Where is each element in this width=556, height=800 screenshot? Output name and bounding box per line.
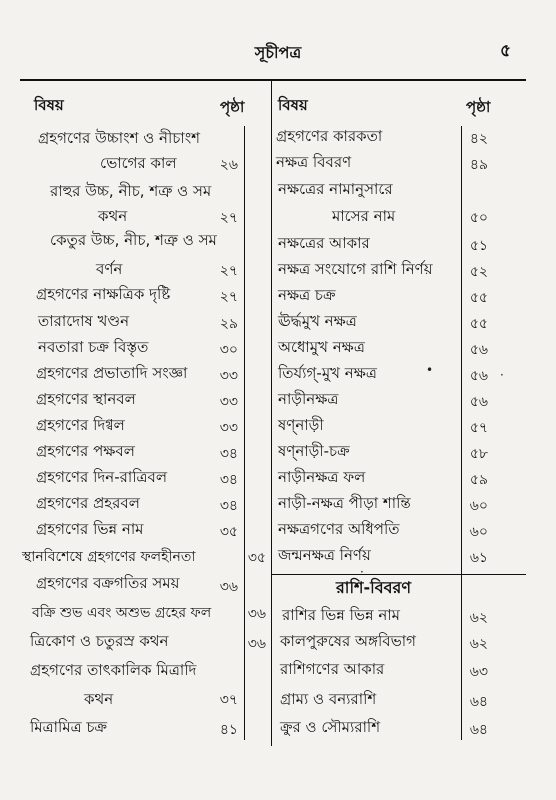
toc-page-number: ৬১ — [469, 550, 488, 566]
toc-entry: মিত্রামিত্র চক্র — [30, 718, 108, 736]
toc-page-number: ২৭ — [219, 263, 238, 279]
toc-entry: নক্ষত্র সংযোগে রাশি নির্ণয় — [278, 260, 433, 278]
toc-entry: গ্রহগণের বক্রগতির সময় — [36, 574, 180, 592]
print-speck: · — [360, 565, 364, 579]
toc-entry: নক্ষত্রগণের অধিপতি — [278, 520, 400, 538]
toc-page-number: ৩৭ — [219, 692, 238, 708]
toc-entry: ষণ্নাড়ী-চক্র — [278, 442, 350, 460]
toc-entry: গ্রহগণের নাক্ষত্রিক দৃষ্টি — [36, 285, 171, 303]
toc-entry: নাড়ী-নক্ষত্র পীড়া শান্তি — [278, 494, 411, 512]
center-divider — [271, 81, 272, 746]
toc-entry-continuation: ভোগের কাল — [100, 154, 177, 172]
right-column-subject-header: বিষয় — [278, 96, 308, 114]
page-header-title: সূচীপত্র — [254, 43, 302, 62]
left-column-subject-header: বিষয় — [34, 96, 64, 114]
toc-page-number: ৫৯ — [469, 472, 488, 488]
toc-page-number: ৩৬ — [219, 579, 238, 595]
toc-page-number: ২৭ — [219, 289, 238, 305]
toc-entry: নক্ষত্র বিবরণ — [276, 153, 352, 171]
toc-entry: তারাদোষ খণ্ডন — [38, 312, 130, 330]
toc-entry: গ্রহগণের উচ্চাংশ ও নীচাংশ — [38, 129, 201, 147]
toc-entry: নাড়ীনক্ষত্র ফল — [278, 468, 366, 486]
toc-page-number: ৬২ — [469, 610, 488, 626]
toc-entry-continuation: বর্ণন — [96, 260, 123, 278]
toc-page-number: ৩৪ — [219, 498, 238, 514]
toc-page-number: ৩৩ — [219, 420, 238, 436]
toc-entry: নবতারা চক্র বিস্তৃত — [38, 338, 149, 356]
toc-page-number: ৩০ — [219, 342, 238, 358]
print-speck: · — [500, 368, 504, 382]
toc-entry: গ্রহগণের প্রহরবল — [36, 494, 140, 512]
toc-entry: গ্রহগণের প্রভাতাদি সংজ্ঞা — [36, 364, 188, 382]
toc-page-number: ৪৯ — [469, 157, 488, 173]
toc-page-number: ৬৩ — [469, 664, 488, 680]
toc-entry: বক্রি শুভ এবং অশুভ গ্রহের ফল — [32, 605, 212, 621]
toc-page-number: ৫৬ — [469, 368, 488, 384]
toc-page-number: ২৭ — [219, 210, 238, 226]
toc-entry: নক্ষত্রের নামানুসারে — [278, 180, 393, 198]
toc-page-number: ৩৬ — [247, 606, 266, 622]
toc-page-number: ৬৪ — [469, 722, 488, 738]
toc-page-number: ৩৬ — [247, 636, 266, 652]
toc-entry: অধোমুখ নক্ষত্র — [278, 338, 365, 356]
toc-entry: রাহুর উচ্চ, নীচ, শত্রু ও সম — [50, 182, 212, 200]
toc-entry: ষণ্নাড়ী — [278, 416, 324, 434]
toc-page-number: ৬০ — [469, 524, 488, 540]
toc-entry-continuation: কথন — [84, 690, 114, 708]
toc-entry: ত্রিকোণ ও চতুরস্র কথন — [30, 632, 169, 650]
toc-page-number: ৪২ — [469, 131, 488, 147]
toc-entry: তির্য্যগ্-মুখ নক্ষত্র — [278, 364, 377, 382]
toc-page-number: ৫৭ — [469, 420, 488, 436]
right-column-page-divider — [461, 126, 462, 740]
toc-entry: গ্রহগণের দিগ্বল — [36, 416, 125, 434]
toc-page-number: ৫৬ — [469, 394, 488, 410]
toc-entry: কেতুর উচ্চ, নীচ, শত্রু ও সম — [50, 231, 217, 249]
toc-page-number: ৩৪ — [219, 472, 238, 488]
toc-page-number: ৬০ — [469, 498, 488, 514]
toc-page-number: ৫৫ — [469, 290, 488, 306]
section-heading: রাশি-বিবরণ — [336, 578, 411, 597]
toc-page-number: ৪১ — [219, 722, 238, 738]
toc-page-number: ৩৫ — [247, 550, 266, 566]
toc-entry: নাড়ীনক্ষত্র — [278, 390, 339, 408]
toc-entry: নক্ষত্র চক্র — [278, 286, 336, 304]
toc-page-number: ৫৮ — [469, 446, 488, 462]
toc-page-number: ৫১ — [469, 238, 488, 254]
toc-entry: গ্রাম্য ও বন্যরাশি — [280, 690, 377, 708]
toc-entry: ঊর্দ্ধমুখ নক্ষত্র — [278, 312, 357, 330]
toc-page-number: ৩৩ — [219, 394, 238, 410]
toc-entry: গ্রহগণের তাৎকালিক মিত্রাদি — [30, 661, 197, 679]
right-column-page-header: পৃষ্ঠা — [466, 98, 491, 116]
toc-page-number: ২৯ — [219, 316, 238, 332]
toc-page-number: ২৬ — [219, 157, 238, 173]
toc-entry: গ্রহগণের পক্ষবল — [36, 442, 135, 460]
toc-page-number: ৩৩ — [219, 368, 238, 384]
toc-entry: স্থানবিশেষে গ্রহগণের ফলহীনতা — [22, 549, 196, 565]
top-rule — [20, 79, 526, 81]
print-speck: • — [426, 363, 434, 377]
toc-page-number: ৫৫ — [469, 316, 488, 332]
toc-entry: জন্মনক্ষত্র নির্ণয় — [278, 546, 371, 564]
toc-page-number: ৫২ — [469, 264, 488, 280]
toc-entry: গ্রহগণের কারকতা — [276, 127, 383, 145]
toc-entry-continuation: কথন — [98, 207, 128, 225]
toc-entry: রাশিগণের আকার — [280, 660, 385, 678]
toc-entry: কালপুরুষের অঙ্গবিভাগ — [280, 632, 416, 650]
toc-entry: রাশির ভিন্ন ভিন্ন নাম — [282, 606, 401, 624]
toc-page-number: ৫৬ — [469, 342, 488, 358]
toc-entry: গ্রহগণের দিন-রাত্রিবল — [36, 468, 168, 486]
toc-page-number: ৩৪ — [219, 446, 238, 462]
toc-entry: নক্ষত্রের আকার — [278, 234, 370, 252]
toc-entry: গ্রহগণের ভিন্ন নাম — [36, 520, 144, 538]
toc-page-number: ৬৪ — [469, 694, 488, 710]
toc-entry: গ্রহগণের স্থানবল — [36, 390, 136, 408]
toc-page-number: ৩৫ — [219, 524, 238, 540]
toc-entry-continuation: মাসের নাম — [332, 207, 396, 225]
left-column-page-header: পৃষ্ঠা — [220, 98, 245, 116]
toc-entry: ক্রুর ও সৌম্যরাশি — [280, 718, 381, 736]
toc-page-number: ৬২ — [469, 636, 488, 652]
page-number: ৫ — [500, 41, 512, 61]
toc-page-number: ৫০ — [469, 210, 488, 226]
